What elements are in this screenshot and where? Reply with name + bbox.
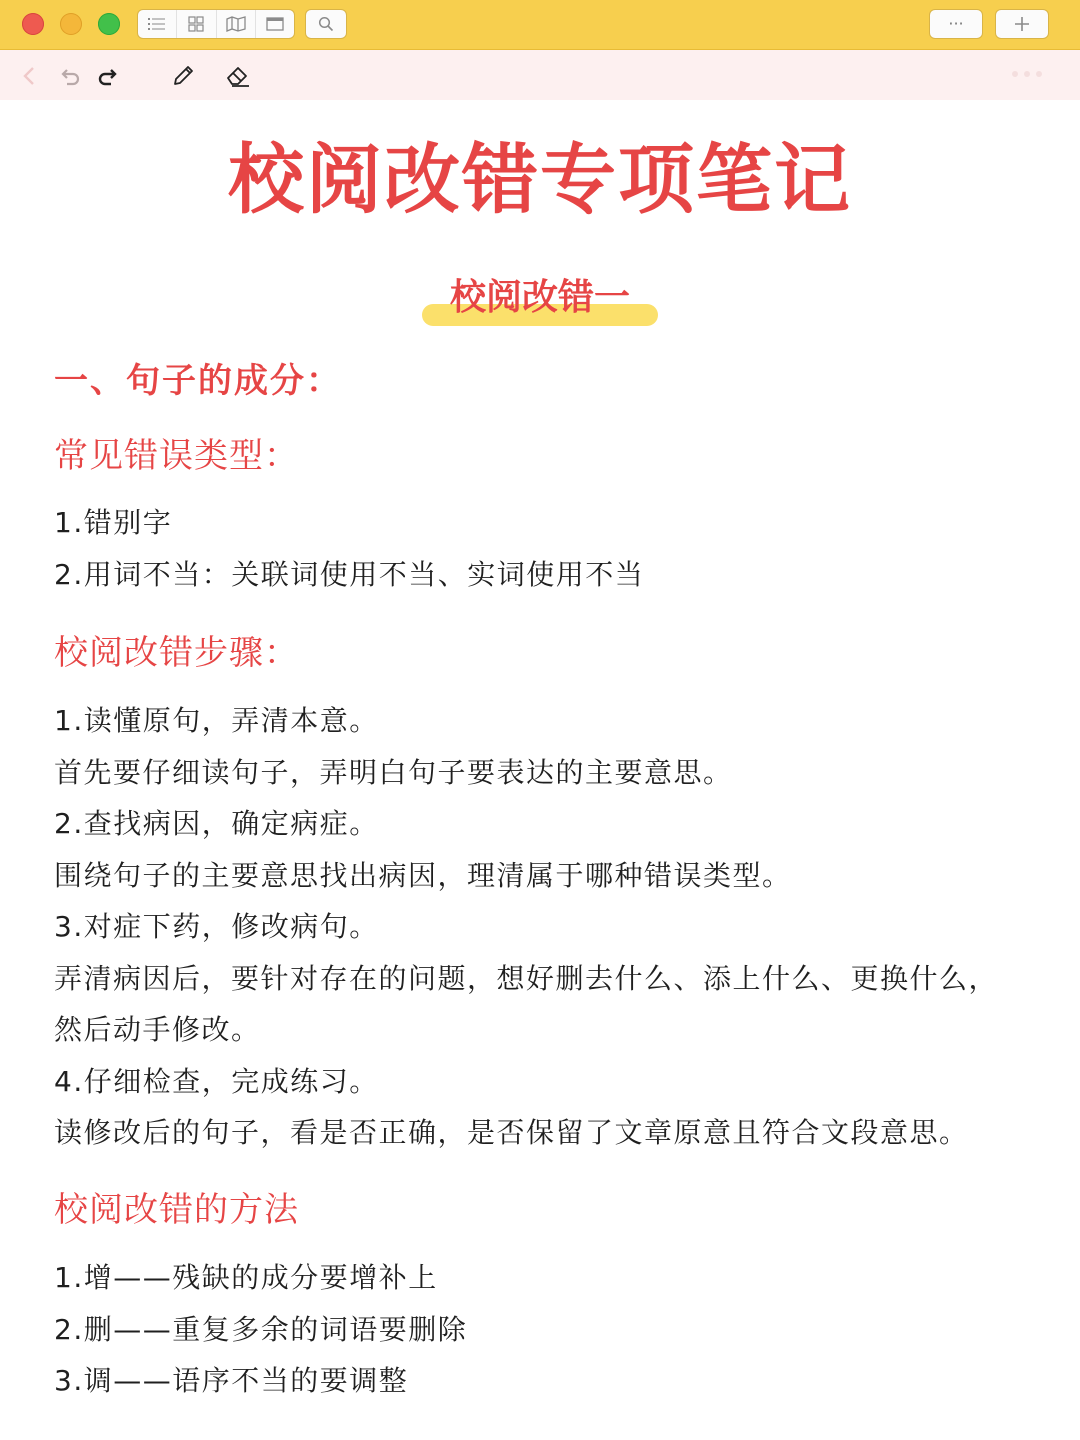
minimize-window-button[interactable] — [60, 13, 82, 35]
subtitle-highlight — [422, 270, 658, 326]
subtitle-text: 校阅改错一 — [449, 277, 630, 318]
search-button[interactable] — [306, 10, 346, 38]
page-title: 校阅改错专项笔记 — [228, 135, 852, 224]
steps-heading: 校阅改错步骤： — [54, 633, 299, 673]
steps-paragraph — [54, 695, 1044, 1159]
methods-heading: 校阅改错的方法 — [54, 1190, 299, 1230]
ellipsis-icon: ··· — [948, 14, 964, 33]
list-item: 1.错别字 — [54, 506, 173, 539]
note-content — [0, 100, 1080, 1440]
eraser-tool-button[interactable] — [224, 63, 252, 89]
chevron-left-icon — [23, 66, 35, 86]
step-line: 3.对症下药，修改病句。 — [54, 910, 379, 943]
eraser-icon — [225, 64, 251, 88]
window-titlebar — [0, 0, 1080, 50]
view-grid-button[interactable] — [177, 10, 216, 38]
search-icon — [318, 16, 334, 32]
close-window-button[interactable] — [22, 13, 44, 35]
map-icon — [226, 16, 246, 32]
step-line: 首先要仔细读句子，弄明白句子要表达的主要意思。 — [54, 755, 733, 789]
list-item: 2.用词不当：关联词使用不当、实词使用不当 — [54, 557, 645, 591]
step-line: 1.读懂原句，弄清本意。 — [54, 704, 379, 737]
section-heading: 一、句子的成分： — [54, 361, 342, 401]
subtitle-wrap — [0, 270, 1080, 326]
undo-icon — [59, 66, 81, 86]
undo-button[interactable] — [58, 63, 82, 89]
back-button[interactable] — [20, 63, 38, 89]
toolbar-overflow-dots — [1012, 69, 1056, 79]
pen-tool-button[interactable] — [170, 63, 196, 89]
zoom-window-button[interactable] — [98, 13, 120, 35]
list-item: 1.增——残缺的成分要增补上 — [54, 1261, 438, 1294]
list-item: 3.调——语序不当的要调整 — [54, 1364, 409, 1397]
step-line: 然后动手修改。 — [54, 1013, 261, 1046]
view-mode-segmented-control — [138, 10, 294, 38]
step-line: 围绕句子的主要意思找出病因，理清属于哪种错误类型。 — [54, 858, 792, 892]
pencil-icon — [171, 64, 195, 88]
editor-toolbar — [0, 50, 1080, 100]
view-map-button[interactable] — [217, 10, 256, 38]
error-types-list — [54, 497, 1044, 600]
browser-window-icon — [266, 16, 284, 32]
redo-button[interactable] — [96, 63, 120, 89]
view-browser-button[interactable] — [256, 10, 294, 38]
list-item: 2.删——重复多余的词语要删除 — [54, 1312, 468, 1346]
grid-icon — [188, 16, 204, 32]
step-line: 4.仔细检查，完成练习。 — [54, 1064, 379, 1098]
step-line: 读修改后的句子，看是否正确，是否保留了文章原意且符合文段意思。 — [54, 1116, 969, 1149]
new-note-button[interactable] — [996, 10, 1048, 38]
methods-list — [54, 1252, 1044, 1407]
redo-icon — [97, 66, 119, 86]
list-icon — [148, 17, 166, 31]
plus-icon — [1014, 16, 1030, 32]
error-types-heading: 常见错误类型： — [54, 436, 299, 476]
step-line: 2.查找病因，确定病症。 — [54, 807, 379, 840]
step-line: 弄清病因后，要针对存在的问题，想好删去什么、添上什么、更换什么， — [54, 961, 999, 995]
view-list-button[interactable] — [138, 10, 177, 38]
more-options-button[interactable] — [930, 10, 982, 38]
